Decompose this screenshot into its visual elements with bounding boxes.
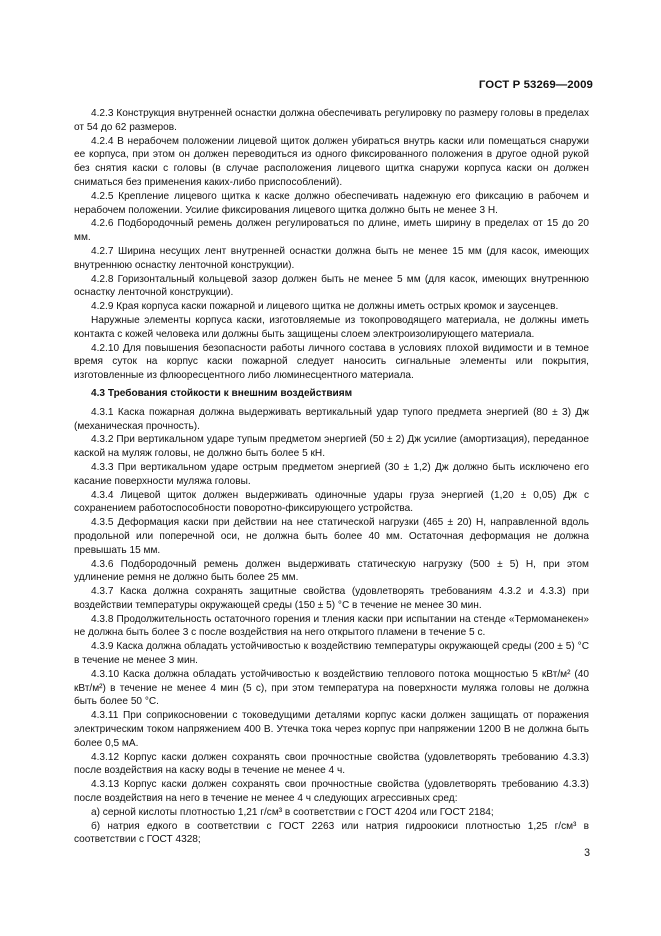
page-number: 3 — [584, 847, 590, 859]
clause-4-3-5: 4.3.5 Деформация каски при действии на нее статической нагрузки (465 ± 20) Н, направленной вдоль продольной или поперечной оси, не должна быть более 40 мм. Остаточная деформация не должна превышать 15 мм. — [74, 517, 589, 556]
clause-4-2-6: 4.2.6 Подбородочный ремень должен регулироваться по длине, иметь ширину в пределах от 15 до 20 мм. — [74, 218, 589, 244]
clause-4-3-2: 4.3.2 При вертикальном ударе тупым предметом энергией (50 ± 2) Дж усилие (амортизация), переданное каской на муляж головы, не должно быть более 5 кН. — [74, 434, 589, 460]
clause-4-2-9: 4.2.9 Края корпуса каски пожарной и лицевого щитка не должны иметь острых кромок и заусенцев. — [91, 301, 559, 313]
clause-4-3-4: 4.3.4 Лицевой щиток должен выдерживать одиночные удары груза энергией (1,20 ± 0,05) Дж с сохранением работоспособности поворотно-фиксирующего устройства. — [74, 489, 589, 515]
document-body — [74, 107, 589, 847]
clause-4-3-3: 4.3.3 При вертикальном ударе острым предметом энергией (30 ± 1,2) Дж должно быть исключено его касание поверхности муляжа головы. — [74, 461, 589, 487]
clause-4-3-10: 4.3.10 Каска должна обладать устойчивостью к воздействию теплового потока мощностью 5 кВт/м² (40 кВт/м²) в течение не менее 4 мин (5 с), при этом температура на поверхности муляжа головы не должна быть более 50 °С. — [74, 668, 589, 708]
clause-4-3-13: 4.3.13 Корпус каски должен сохранять свои прочностные свойства (удовлетворять требованию 4.3.3) после воздействия на него в течение не менее 4 ч следующих агрессивных сред: — [74, 779, 589, 805]
clause-4-3-8: 4.3.8 Продолжительность остаточного горения и тления каски при испытании на стенде «Термоманекен» не должна быть более 3 с после воздействия на него открытого пламени в течение 5 с. — [74, 613, 589, 639]
clause-4-3-9: 4.3.9 Каска должна обладать устойчивостью к воздействию температуры окружающей среды (200 ± 5) °С в течение не менее 3 мин. — [74, 641, 589, 667]
clause-4-2-7: 4.2.7 Ширина несущих лент внутренней оснастки должна быть не менее 15 мм (для касок, имеющих внутреннюю оснастку ленточной конструкции). — [74, 245, 589, 271]
clause-4-3-12: 4.3.12 Корпус каски должен сохранять свои прочностные свойства (удовлетворять требованию 4.3.3) после воздействия на каску воды в течение не менее 4 ч. — [74, 751, 589, 777]
clause-4-2-8: 4.2.8 Горизонтальный кольцевой зазор должен быть не менее 5 мм (для касок, имеющих внутреннюю оснастку ленточной конструкции). — [74, 273, 589, 299]
clause-4-3-11: 4.3.11 При соприкосновении с токоведущими деталями корпус каски должен защищать от поражения электрическим током напряжением 400 В. Утечка тока через корпус при напряжении 1200 В не должна быть более 0,5 мА. — [74, 710, 589, 749]
clause-4-3-1: 4.3.1 Каска пожарная должна выдерживать вертикальный удар тупого предмета энергией (80 ± 3) Дж (механическая прочность). — [74, 406, 589, 432]
standard-designation: ГОСТ Р 53269—2009 — [478, 79, 593, 91]
list-item-b: б) натрия едкого в соответствии с ГОСТ 2263 или натрия гидроокиси плотностью 1,25 г/см³ в соответствии с ГОСТ 4328; — [74, 820, 589, 846]
clause-4-2-3: 4.2.3 Конструкция внутренней оснастки должна обеспечивать регулировку по размеру головы в пределах от 54 до 62 размеров. — [74, 108, 589, 133]
clause-4-3-6: 4.3.6 Подбородочный ремень должен выдерживать статическую нагрузку (500 ± 5) Н, при этом удлинение ремня не должно быть более 25 мм. — [74, 558, 589, 584]
clause-4-3-7: 4.3.7 Каска должна сохранять защитные свойства (удовлетворять требованиям 4.3.2 и 4.3.3) при воздействии температуры окружающей среды (150 ± 5) °С в течение не менее 30 мин. — [74, 586, 589, 611]
clause-4-2-9-continuation: Наружные элементы корпуса каски, изготовляемые из токопроводящего материала, не должны иметь контакта с кожей человека или должны быть защищены слоем электроизолирующего материала. — [74, 314, 589, 340]
section-heading-4-3: 4.3 Требования стойкости к внешним воздействиям — [91, 387, 353, 399]
clause-4-2-5: 4.2.5 Крепление лицевого щитка к каске должно обеспечивать надежную его фиксацию в рабочем и нерабочем положении. Усилие фиксирования лицевого щитка должно быть не менее 3 Н. — [74, 190, 589, 216]
clause-4-2-10: 4.2.10 Для повышения безопасности работы личного состава в условиях плохой видимости и в темное время суток на корпус каски пожарной следует наносить сигнальные элементы или покрытия, изготовленные из флюоресцентного либо люминесцентного материала. — [74, 342, 589, 382]
list-item-a: а) серной кислоты плотностью 1,21 г/см³ в соответствии с ГОСТ 4204 или ГОСТ 2184; — [91, 806, 494, 818]
clause-4-2-4: 4.2.4 В нерабочем положении лицевой щиток должен убираться внутрь каски или помещаться снаружи ее корпуса, при этом он должен переводиться из одного фиксированного положения в другое одной рукой без снятия каски с головы (в случае расположения лицевого щитка снаружи корпуса каски он должен сниматься без применения каких-либо приспособлений). — [74, 135, 589, 188]
